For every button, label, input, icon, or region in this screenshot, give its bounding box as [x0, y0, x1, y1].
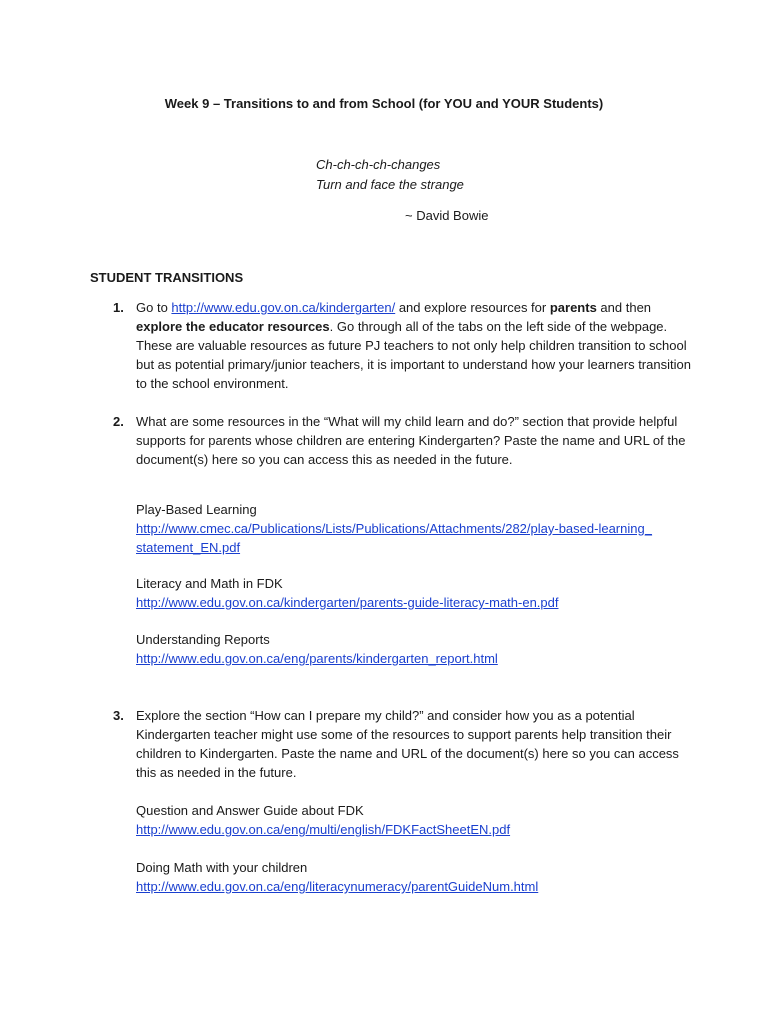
list-item-3	[113, 706, 696, 782]
list-item-text: What are some resources in the “What will my child learn and do?” section that provide helpful supports for parents whose children are entering Kindergarten? Paste the name and URL of the document(s) here so you can access this as needed in the future.	[136, 414, 686, 467]
resource-entry	[136, 858, 696, 896]
resource-name: Play-Based Learning	[136, 502, 257, 517]
resource-link[interactable]: http://www.edu.gov.on.ca/eng/literacynumeracy/parentGuideNum.html	[136, 879, 539, 894]
epigraph	[316, 155, 464, 195]
list-item-2	[113, 412, 696, 469]
resource-name: Question and Answer Guide about FDK	[136, 803, 364, 818]
list-item-number: 2.	[113, 414, 124, 429]
resource-entry	[136, 574, 696, 612]
resource-name: Literacy and Math in FDK	[136, 576, 283, 591]
resource-link[interactable]: http://www.edu.gov.on.ca/kindergarten/parents-guide-literacy-math-en.pdf	[136, 595, 559, 610]
epigraph-author: ~ David Bowie	[405, 208, 489, 223]
epigraph-line-1: Ch-ch-ch-ch-changes	[316, 157, 441, 172]
list-item-1	[113, 298, 696, 393]
document-title: Week 9 – Transitions to and from School (for YOU and YOUR Students)	[164, 96, 604, 111]
list-item-number: 3.	[113, 708, 124, 723]
section-heading: STUDENT TRANSITIONS	[90, 270, 244, 285]
resource-link[interactable]: http://www.cmec.ca/Publications/Lists/Publications/Attachments/282/play-based-learning_statement_EN.pdf	[136, 521, 652, 555]
resource-entry	[136, 801, 696, 839]
resource-link[interactable]: http://www.edu.gov.on.ca/eng/parents/kindergarten_report.html	[136, 651, 498, 666]
resource-link[interactable]: http://www.edu.gov.on.ca/eng/multi/english/FDKFactSheetEN.pdf	[136, 822, 511, 837]
kindergarten-link[interactable]: http://www.edu.gov.on.ca/kindergarten/	[171, 300, 396, 315]
resource-entry	[136, 630, 696, 668]
list-item-text: Explore the section “How can I prepare my child?” and consider how you as a potential Kindergarten teacher might use some of the resources to support parents help transition their children to Kindergarten. Paste the name and URL of the document(s) here so you can access this as needed in the future.	[136, 708, 679, 780]
resource-entry	[136, 500, 696, 557]
list-item-number: 1.	[113, 300, 124, 315]
resource-name: Understanding Reports	[136, 632, 270, 647]
list-item-text: Go to http://www.edu.gov.on.ca/kindergarten/ and explore resources for parents and then explore the educator resources. Go through all of the tabs on the left side of the webpage. These are valuable resources as future PJ teachers to not only help children transition to school but as potential primary/junior teachers, it is important to understand how your learners transition to the school environment.	[136, 300, 691, 391]
epigraph-line-2: Turn and face the strange	[316, 177, 464, 192]
resource-name: Doing Math with your children	[136, 860, 308, 875]
